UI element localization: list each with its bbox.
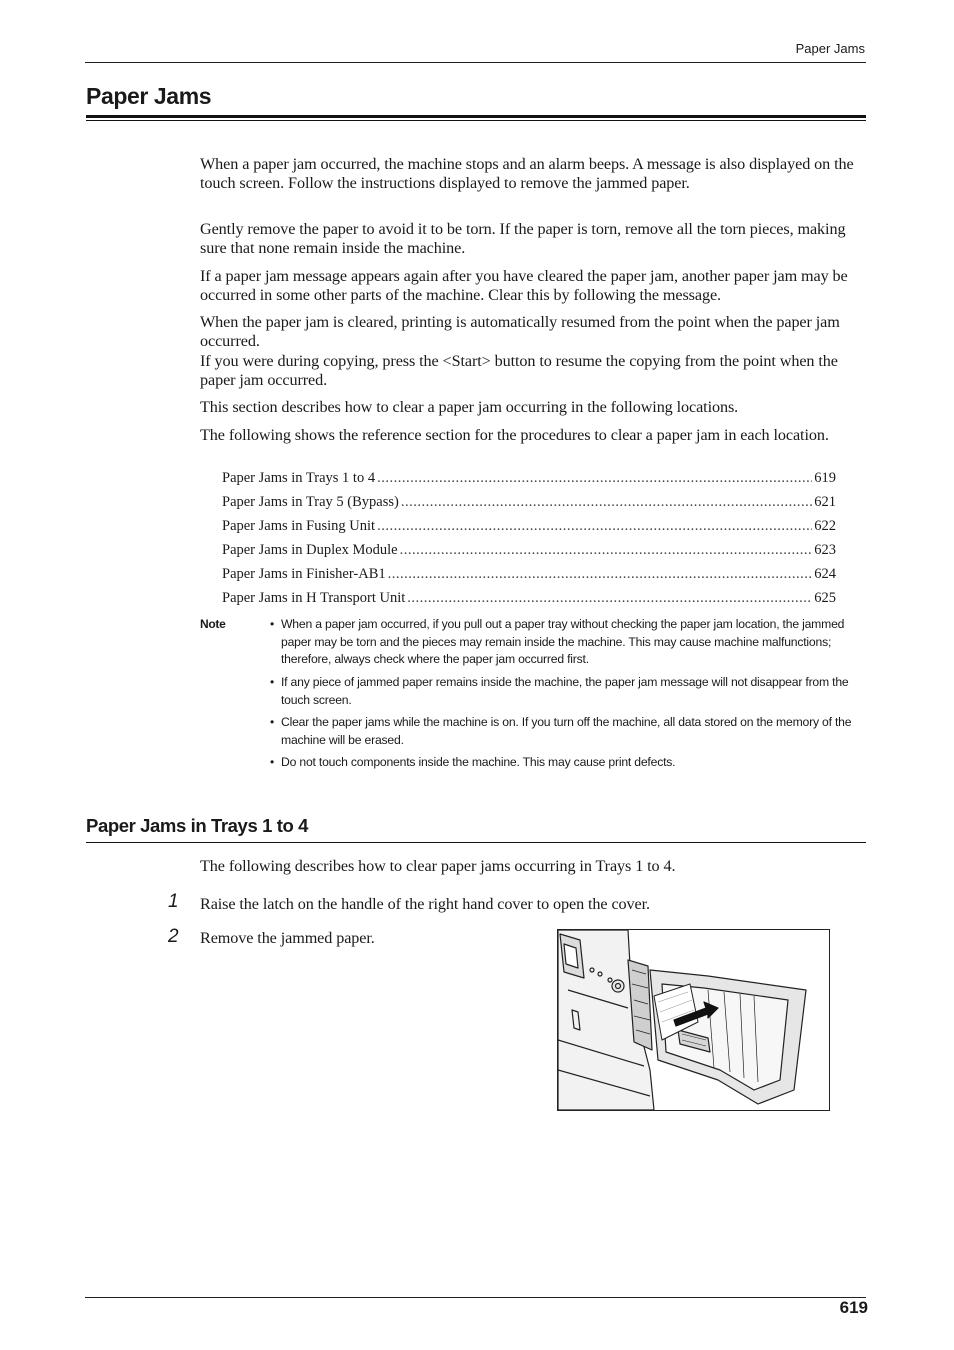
toc-entry-title: Paper Jams in Duplex Module (222, 542, 398, 558)
note-item-4: Do not touch components inside the machine. This may cause print defects. (281, 755, 676, 769)
toc-leader-dots (388, 564, 813, 584)
note-bullet: • (270, 675, 275, 689)
toc-leader-dots (401, 492, 812, 512)
note-item-2: If any piece of jammed paper remains inside the machine, the paper jam message will not disappear from the touch screen. (281, 675, 849, 707)
step-number: 2 (168, 926, 179, 947)
toc-entry-tray-5[interactable] (222, 492, 836, 512)
running-header: Paper Jams (795, 41, 865, 56)
toc-entry-page: 621 (814, 494, 836, 510)
header-rule (85, 62, 866, 63)
note-bullet: • (270, 715, 275, 729)
section-heading: Paper Jams in Trays 1 to 4 (86, 815, 308, 836)
footer-rule (85, 1297, 866, 1298)
toc-entry-page: 619 (814, 470, 836, 486)
intro-paragraph-3: If a paper jam message appears again after you have cleared the paper jam, another paper jam may be occurred in some other parts of the machine. Clear this by following the message. (200, 267, 848, 304)
toc-leader-dots (407, 588, 812, 608)
toc-leader-dots (377, 468, 812, 488)
toc-entry-finisher[interactable] (222, 564, 836, 584)
step-number: 1 (168, 891, 179, 912)
note-label: Note (200, 617, 226, 631)
step-1-text: Raise the latch on the handle of the right hand cover to open the cover. (200, 895, 650, 913)
note-item-3: Clear the paper jams while the machine is on. If you turn off the machine, all data stored on the memory of the machine will be erased. (281, 715, 852, 747)
toc-entry-page: 622 (814, 518, 836, 534)
intro-paragraph-4a: When the paper jam is cleared, printing is automatically resumed from the point when the paper jam occurred. (200, 313, 840, 350)
toc-entry-fusing-unit[interactable] (222, 516, 836, 536)
toc-entry-title: Paper Jams in H Transport Unit (222, 590, 406, 606)
toc-entry-title: Paper Jams in Trays 1 to 4 (222, 470, 376, 486)
toc-entry-title: Paper Jams in Finisher-AB1 (222, 566, 386, 582)
note-bullet: • (270, 755, 275, 769)
intro-paragraph-4b: If you were during copying, press the <Start> button to resume the copying from the point when the paper jam occurred. (200, 352, 838, 389)
intro-paragraph-2: Gently remove the paper to avoid it to be torn. If the paper is torn, remove all the torn pieces, making sure that none remain inside the machine. (200, 220, 846, 257)
section-rule (86, 842, 866, 843)
intro-paragraph-6: The following shows the reference section for the procedures to clear a paper jam in each location. (200, 426, 829, 444)
page-number: 619 (839, 1298, 868, 1317)
toc-entry-title: Paper Jams in Tray 5 (Bypass) (222, 494, 399, 510)
toc-entry-h-transport[interactable] (222, 588, 836, 608)
intro-paragraph-1: When a paper jam occurred, the machine stops and an alarm beeps. A message is also displayed on the touch screen. Follow the instructions displayed to remove the jammed paper. (200, 155, 854, 192)
toc-entry-duplex-module[interactable] (222, 540, 836, 560)
note-bullet: • (270, 617, 275, 631)
page-title: Paper Jams (86, 83, 212, 109)
toc-entry-page: 623 (814, 542, 836, 558)
toc-leader-dots (377, 516, 812, 536)
machine-open-cover-icon (558, 930, 829, 1110)
intro-paragraph-5: This section describes how to clear a paper jam occurring in the following locations. (200, 398, 739, 416)
toc-leader-dots (400, 540, 813, 560)
toc-entry-page: 625 (814, 590, 836, 606)
toc-entry-trays-1-4[interactable] (222, 468, 836, 488)
title-rule-thin (86, 120, 866, 121)
toc-entry-title: Paper Jams in Fusing Unit (222, 518, 376, 534)
toc-entry-page: 624 (814, 566, 836, 582)
title-rule (86, 115, 866, 118)
illustration-jammed-paper (557, 929, 830, 1111)
step-2-text: Remove the jammed paper. (200, 929, 375, 947)
note-item-1: When a paper jam occurred, if you pull out a paper tray without checking the paper jam location, the jammed paper may be torn and the pieces may remain inside the machine. This may cause machine malfunctions; therefore, always check where the paper jam occurred first. (281, 617, 845, 666)
section-intro: The following describes how to clear paper jams occurring in Trays 1 to 4. (200, 857, 676, 875)
